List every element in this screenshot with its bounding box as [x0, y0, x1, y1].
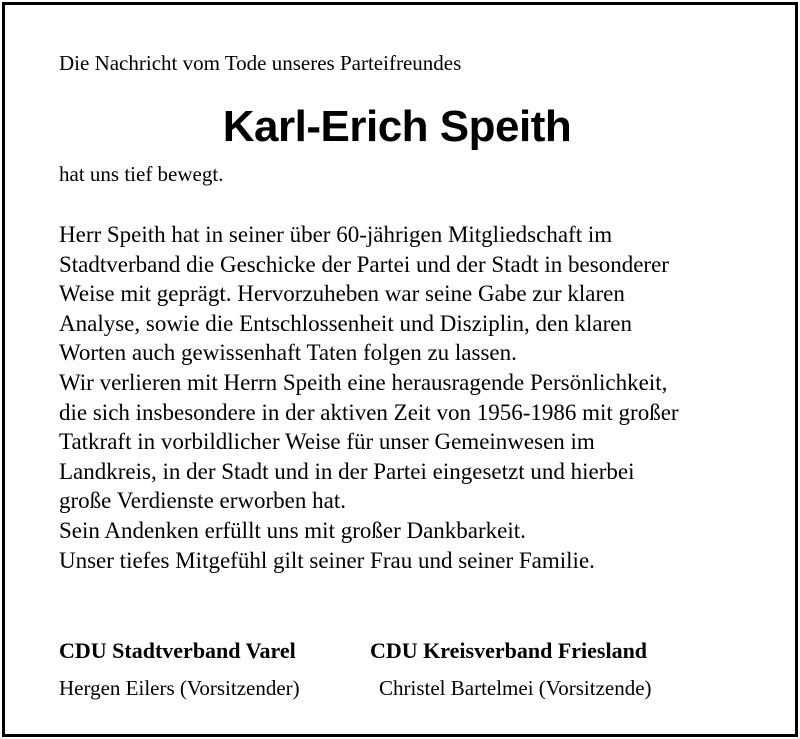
- tribute-line: große Verdienste erworben hat.: [59, 488, 346, 514]
- tribute-line: Sein Andenken erfüllt uns mit großer Dankbarkeit.: [59, 517, 526, 543]
- obituary-notice: [2, 2, 798, 737]
- tribute-line: Weise mit geprägt. Hervorzuheben war seine Gabe zur klaren: [59, 281, 625, 307]
- tribute-line: Landkreis, in der Stadt und in der Partei eingesetzt und hierbei: [59, 458, 635, 484]
- moved-text: hat uns tief bewegt.: [59, 162, 224, 186]
- signatory-person-left: Hergen Eilers (Vorsitzender): [59, 676, 300, 700]
- tribute-line: Unser tiefes Mitgefühl gilt seiner Frau und seiner Familie.: [59, 547, 595, 573]
- signatory-org-left: CDU Stadtverband Varel: [59, 638, 296, 663]
- tribute-line: Stadtverband die Geschicke der Partei und der Stadt in besonderer: [59, 251, 669, 277]
- tribute-line: die sich insbesondere in der aktiven Zeit von 1956-1986 mit großer: [59, 399, 679, 425]
- deceased-name: Karl-Erich Speith: [222, 102, 572, 151]
- tribute-text: [59, 220, 759, 575]
- intro-text: Die Nachricht vom Tode unseres Parteifreundes: [59, 51, 462, 75]
- tribute-line: Tatkraft in vorbildlicher Weise für unser Gemeinwesen im: [59, 429, 595, 455]
- signatory-person-right: Christel Bartelmei (Vorsitzende): [379, 676, 652, 700]
- tribute-line: Worten auch gewissenhaft Taten folgen zu lassen.: [59, 340, 517, 366]
- signatory-org-right: CDU Kreisverband Friesland: [370, 638, 648, 663]
- tribute-line: Wir verlieren mit Herrn Speith eine herausragende Persönlichkeit,: [59, 369, 668, 395]
- tribute-line: Herr Speith hat in seiner über 60-jährigen Mitgliedschaft im: [59, 222, 613, 247]
- tribute-line: Analyse, sowie die Entschlossenheit und Disziplin, den klaren: [59, 310, 632, 336]
